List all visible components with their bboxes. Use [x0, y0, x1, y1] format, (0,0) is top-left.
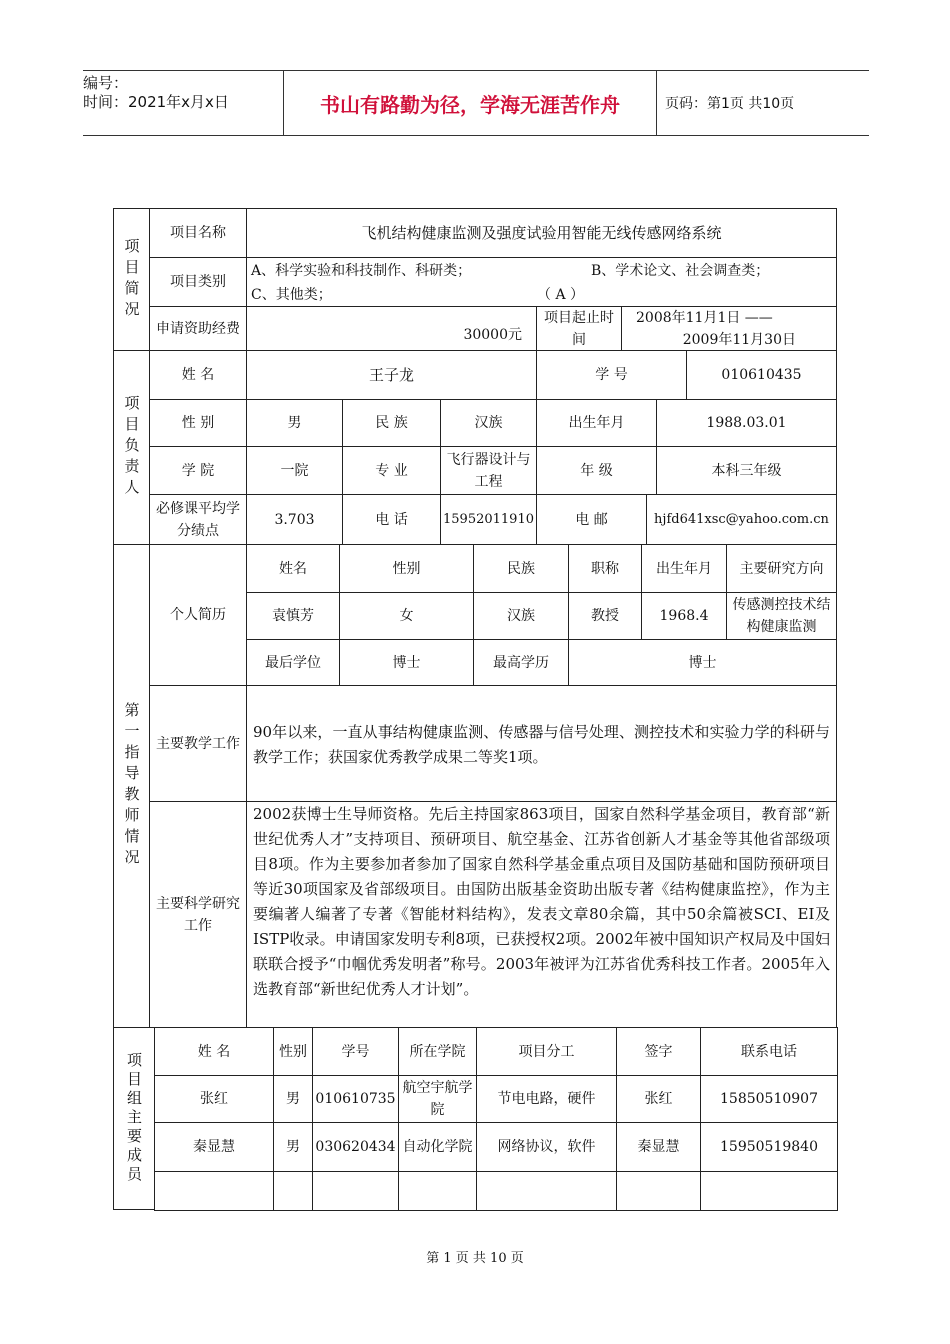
- advisor-profile-label: 个人简历: [149, 544, 247, 686]
- leader-phone: 15952011910: [440, 494, 537, 545]
- period-value: [621, 306, 837, 351]
- member-row-3-id: [312, 1171, 399, 1211]
- member-header-name: 姓 名: [154, 1027, 274, 1076]
- advisor-h-gender: 性别: [339, 544, 474, 593]
- advisor-research: 2002获博士生导师资格。先后主持国家863项目，国家自然科学基金项目，教育部“新世纪优秀人才”支持项目、预研项目、航空基金、江苏省创新人才基金等其他省部级项目8项。作为主要参加者参加了国家自然科学基金重点项目及国防基础和国防预研项目等近30项国家及省部级项目。由国防出版基金资助出版专著《结构健康监控》，作为主要编著人编著了专著《智能材料结构》，发表文章80余篇，其中50余篇被SCI、EI及ISTP收录。申请国家发明专利8项，已获授权2项。2002年被中国知识产权局及中国妇联联合授予“巾帼优秀发明者”称号。2003年被评为江苏省优秀科技工作者。2005年入选教育部“新世纪优秀人才计划”。: [246, 801, 837, 1028]
- project-type-box: [246, 257, 837, 307]
- leader-ethnic: 汉族: [440, 399, 537, 447]
- member-row-3-phone: [700, 1171, 838, 1211]
- project-type-a: A、科学实验和科技制作、科研类；: [251, 263, 472, 279]
- leader-id: 010610435: [686, 350, 837, 400]
- leader-college: 一院: [246, 446, 343, 495]
- member-row-2-duty: 网络协议，软件: [476, 1122, 617, 1172]
- time-label: 时间：2021年x月x日: [83, 93, 229, 111]
- project-name: 飞机结构健康监测及强度试验用智能无线传感网络系统: [246, 208, 837, 258]
- section-leader: 项目负责人: [113, 350, 150, 545]
- project-type-label: 项目类别: [149, 257, 247, 307]
- period-end: 2009年11月30日: [682, 331, 796, 348]
- advisor-research-label: 主要科学研究工作: [149, 801, 247, 1028]
- advisor-teaching: 90年以来，一直从事结构健康监测、传感器与信号处理、测控技术和实验力学的科研与教学工作；获国家优秀教学成果二等奖1项。: [246, 685, 837, 802]
- leader-gpa-label: 必修课平均学分绩点: [149, 494, 247, 545]
- member-row-2-college: 自动化学院: [398, 1122, 477, 1172]
- member-row-1-sign: 张红: [616, 1075, 701, 1123]
- section-advisor: 第一指导教师情况: [113, 544, 150, 1028]
- member-row-3-gender: [273, 1171, 313, 1211]
- advisor-h-birth: 出生年月: [641, 544, 727, 593]
- member-row-3-college: [398, 1171, 477, 1211]
- member-header-duty: 项目分工: [476, 1027, 617, 1076]
- member-header-id: 学号: [312, 1027, 399, 1076]
- leader-name: 王子龙: [246, 350, 537, 400]
- member-row-2-sign: 秦显慧: [616, 1122, 701, 1172]
- advisor-h-name: 姓名: [246, 544, 340, 593]
- leader-gender-label: 性 别: [149, 399, 247, 447]
- member-row-2-id: 030620434: [312, 1122, 399, 1172]
- leader-major-label: 专 业: [342, 446, 441, 495]
- member-header-phone: 联系电话: [700, 1027, 838, 1076]
- leader-gender: 男: [246, 399, 343, 447]
- leader-phone-label: 电 话: [342, 494, 441, 545]
- advisor-h-direction: 主要研究方向: [726, 544, 837, 593]
- leader-email: hjfd641xsc@yahoo.com.cn: [646, 494, 837, 545]
- member-row-3-duty: [476, 1171, 617, 1211]
- advisor-name: 袁慎芳: [246, 592, 340, 640]
- page-footer: 第 1 页 共 10 页: [426, 1251, 524, 1266]
- member-header-gender: 性别: [273, 1027, 313, 1076]
- period-label: 项目起止时间: [536, 306, 622, 351]
- section-project: 项目简况: [113, 208, 150, 351]
- header-meta: [83, 71, 283, 138]
- project-type-choice: （ A ）: [537, 287, 585, 303]
- advisor-highest-edu-label: 最高学历: [473, 639, 569, 686]
- leader-email-label: 电 邮: [536, 494, 647, 545]
- leader-birth: 1988.03.01: [656, 399, 837, 447]
- advisor-teaching-label: 主要教学工作: [149, 685, 247, 802]
- fund-value: 30000元: [246, 306, 537, 351]
- project-name-label: 项目名称: [149, 208, 247, 258]
- member-row-1-gender: 男: [273, 1075, 313, 1123]
- code-label: 编号：: [83, 74, 129, 92]
- member-row-3-sign: [616, 1171, 701, 1211]
- advisor-last-degree: 博士: [339, 639, 474, 686]
- project-type-c: C、其他类；: [251, 287, 332, 303]
- advisor-ethnic: 汉族: [473, 592, 569, 640]
- period-start: 2008年11月1日 ——: [636, 309, 773, 326]
- advisor-h-ethnic: 民族: [473, 544, 569, 593]
- member-row-3-name: [154, 1171, 274, 1211]
- leader-grade: 本科三年级: [656, 446, 837, 495]
- leader-college-label: 学 院: [149, 446, 247, 495]
- page-header: [83, 70, 869, 136]
- advisor-gender: 女: [339, 592, 474, 640]
- project-type-b: B、学术论文、社会调查类；: [591, 263, 770, 279]
- advisor-birth: 1968.4: [641, 592, 727, 640]
- member-row-1-college: 航空宇航学院: [398, 1075, 477, 1123]
- section-members: 项目组主要成员: [113, 1027, 155, 1210]
- advisor-h-title: 职称: [568, 544, 642, 593]
- leader-name-label: 姓 名: [149, 350, 247, 400]
- member-row-2-gender: 男: [273, 1122, 313, 1172]
- leader-birth-label: 出生年月: [536, 399, 657, 447]
- member-row-1-id: 010610735: [312, 1075, 399, 1123]
- member-row-1-duty: 节电电路，硬件: [476, 1075, 617, 1123]
- motto: 书山有路勤为径，学海无涯苦作舟: [283, 71, 657, 135]
- leader-major: 飞行器设计与工程: [440, 446, 537, 495]
- advisor-direction: 传感测控技术结构健康监测: [726, 592, 837, 640]
- leader-grade-label: 年 级: [536, 446, 657, 495]
- fund-label: 申请资助经费: [149, 306, 247, 351]
- advisor-title: 教授: [568, 592, 642, 640]
- member-header-college: 所在学院: [398, 1027, 477, 1076]
- leader-gpa: 3.703: [246, 494, 343, 545]
- member-header-sign: 签字: [616, 1027, 701, 1076]
- member-row-1-name: 张红: [154, 1075, 274, 1123]
- leader-id-label: 学 号: [536, 350, 687, 400]
- leader-ethnic-label: 民 族: [342, 399, 441, 447]
- member-row-2-name: 秦显慧: [154, 1122, 274, 1172]
- advisor-highest-edu: 博士: [568, 639, 837, 686]
- page-info: 页码：第1页 共10页: [665, 96, 795, 112]
- member-row-1-phone: 15850510907: [700, 1075, 838, 1123]
- member-row-2-phone: 15950519840: [700, 1122, 838, 1172]
- advisor-last-degree-label: 最后学位: [246, 639, 340, 686]
